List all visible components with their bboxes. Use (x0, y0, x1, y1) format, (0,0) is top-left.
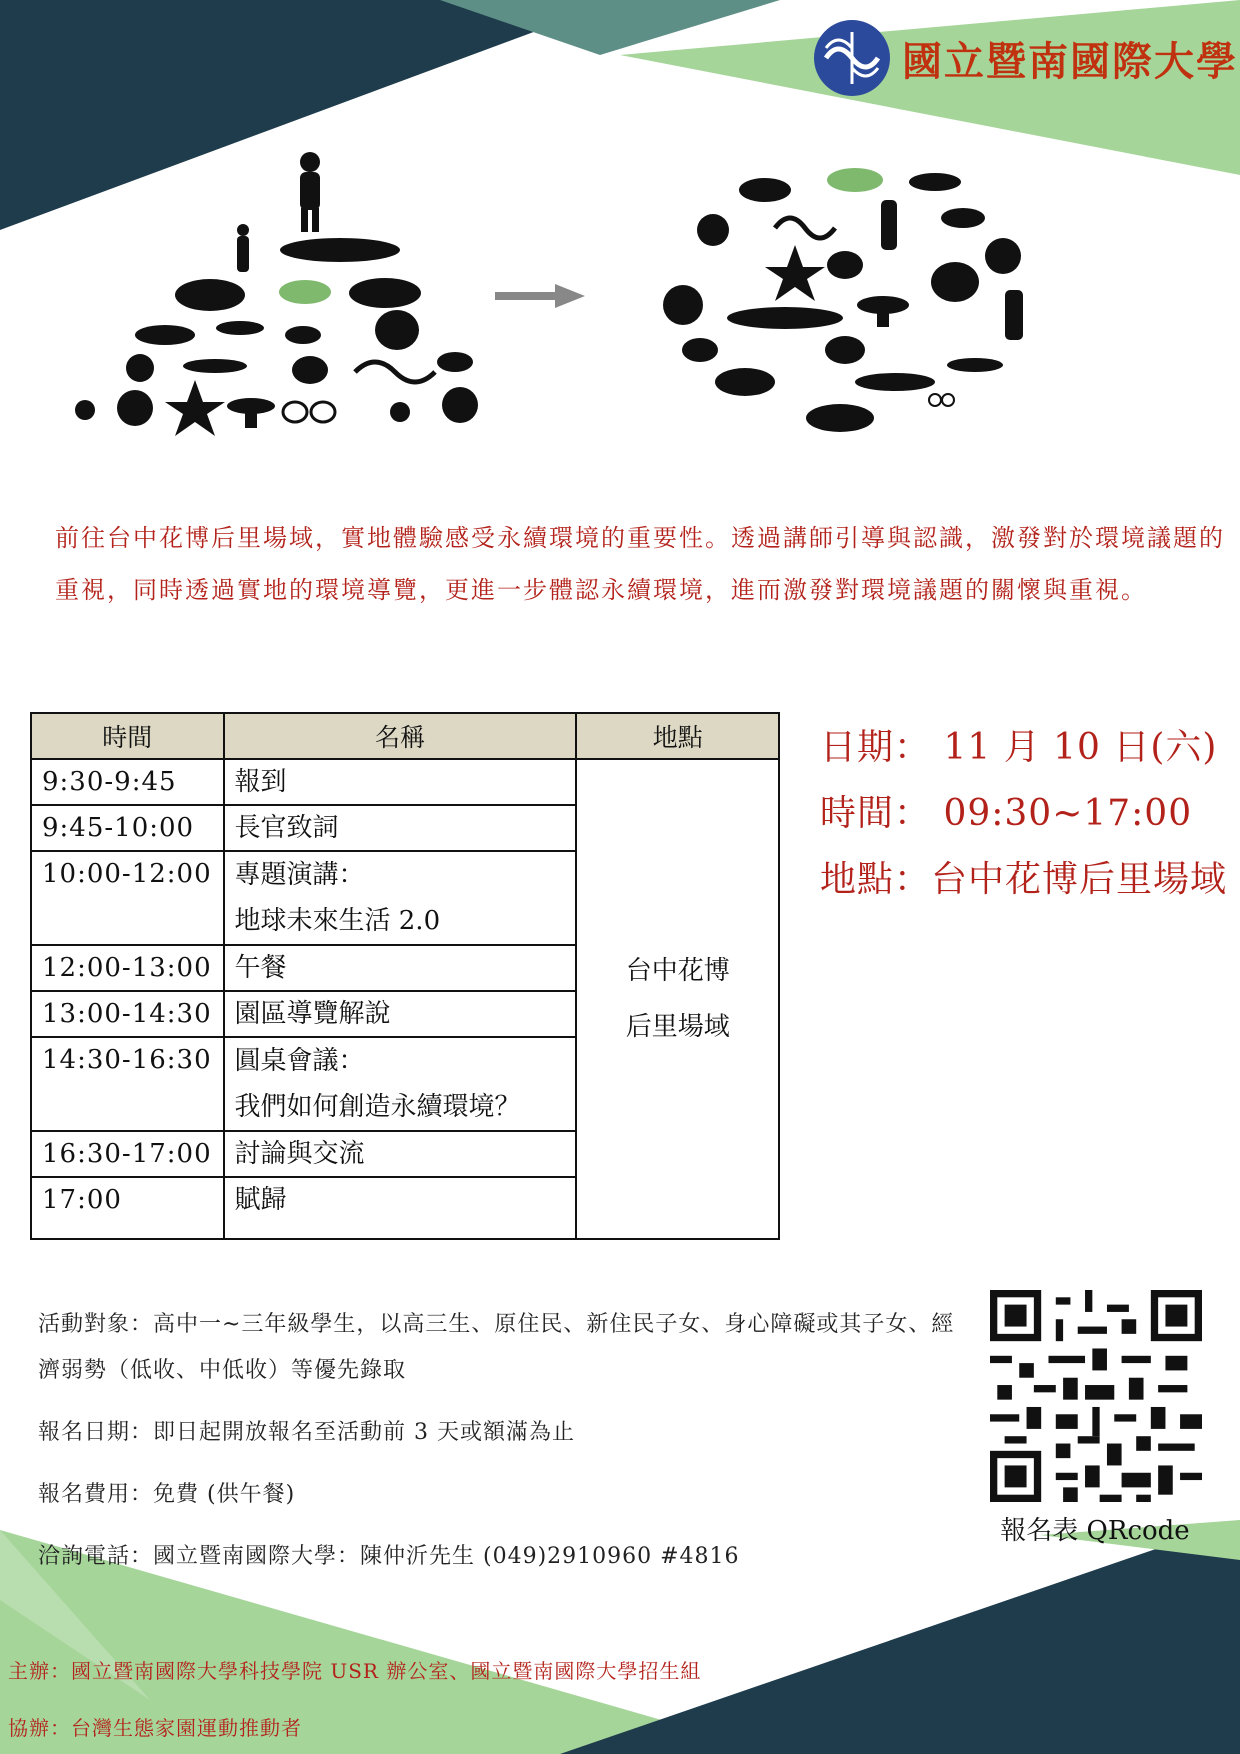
detail-registration-date: 報名日期：即日起開放報名至活動前 3 天或額滿為止 (38, 1420, 575, 1445)
location-line1: 台中花博 (625, 956, 730, 986)
co-host-organizer: 協辦：台灣生態家園運動推動者 (8, 1716, 302, 1740)
row-name: 報到 (224, 759, 577, 805)
row-time: 12:00-13:00 (31, 945, 224, 991)
species-circle (663, 168, 1023, 432)
detail-fee: 報名費用：免費 (供午餐) (38, 1482, 296, 1507)
schedule-header-row (31, 713, 779, 759)
row-name: 午餐 (224, 945, 577, 991)
detail-contact: 洽詢電話：國立暨南國際大學：陳仲沂先生 (049)2910960 #4816 (38, 1544, 740, 1569)
row-time: 9:45-10:00 (31, 805, 224, 851)
row-name (224, 1037, 577, 1131)
row-name-line1: 專題演講： (234, 860, 365, 890)
qr-label: 報名表 QRcode (1000, 1516, 1190, 1546)
university-logo (812, 18, 1238, 98)
row-name: 討論與交流 (224, 1131, 577, 1177)
row-time: 9:30-9:45 (31, 759, 224, 805)
event-place: 地點：台中花博后里場域 (820, 859, 1228, 900)
species-illustration (55, 150, 1185, 480)
intro-paragraph: 前往台中花博后里場域，實地體驗感受永續環境的重要性。透過講師引導與認識，激發對於環境議題的重視，同時透過實地的環境導覽，更進一步體認永續環境，進而激發對環境議題的關懷與重視。 (55, 524, 1225, 604)
schedule-table (30, 712, 780, 1240)
row-time: 13:00-14:30 (31, 991, 224, 1037)
location-line2: 后里場域 (625, 1012, 730, 1042)
registration-qr-code[interactable] (990, 1290, 1202, 1502)
row-name: 園區導覽解說 (224, 991, 577, 1037)
row-name-line2: 地球未來生活 2.0 (234, 906, 441, 936)
row-time: 14:30-16:30 (31, 1037, 224, 1131)
row-time: 17:00 (31, 1177, 224, 1239)
species-pyramid (75, 152, 478, 436)
detail-audience: 活動對象：高中一~三年級學生，以高三生、原住民、新住民子女、身心障礙或其子女、經濟弱勢（低收、中低收）等優先錄取 (38, 1312, 955, 1383)
row-name-line1: 圓桌會議： (234, 1046, 365, 1076)
location-cell (576, 759, 779, 1239)
row-time: 16:30-17:00 (31, 1131, 224, 1177)
row-name-line2: 我們如何創造永續環境？ (234, 1092, 521, 1122)
university-name: 國立暨南國際大學 (902, 37, 1238, 85)
host-organizer: 主辦：國立暨南國際大學科技學院 USR 辦公室、國立暨南國際大學招生組 (8, 1659, 702, 1683)
row-name (224, 851, 577, 945)
header-name: 名稱 (224, 713, 577, 759)
event-details (38, 1302, 958, 1596)
row-name: 賦歸 (224, 1177, 577, 1239)
event-time: 時間： 09:30~17:00 (820, 793, 1193, 834)
row-name: 長官致詞 (224, 805, 577, 851)
arrow-icon (495, 284, 585, 308)
university-emblem-icon (812, 18, 892, 98)
event-info (820, 715, 1227, 913)
row-time: 10:00-12:00 (31, 851, 224, 945)
table-row (31, 759, 779, 805)
header-time: 時間 (31, 713, 224, 759)
header-location: 地點 (576, 713, 779, 759)
event-date: 日期： 11 月 10 日(六) (820, 727, 1218, 768)
